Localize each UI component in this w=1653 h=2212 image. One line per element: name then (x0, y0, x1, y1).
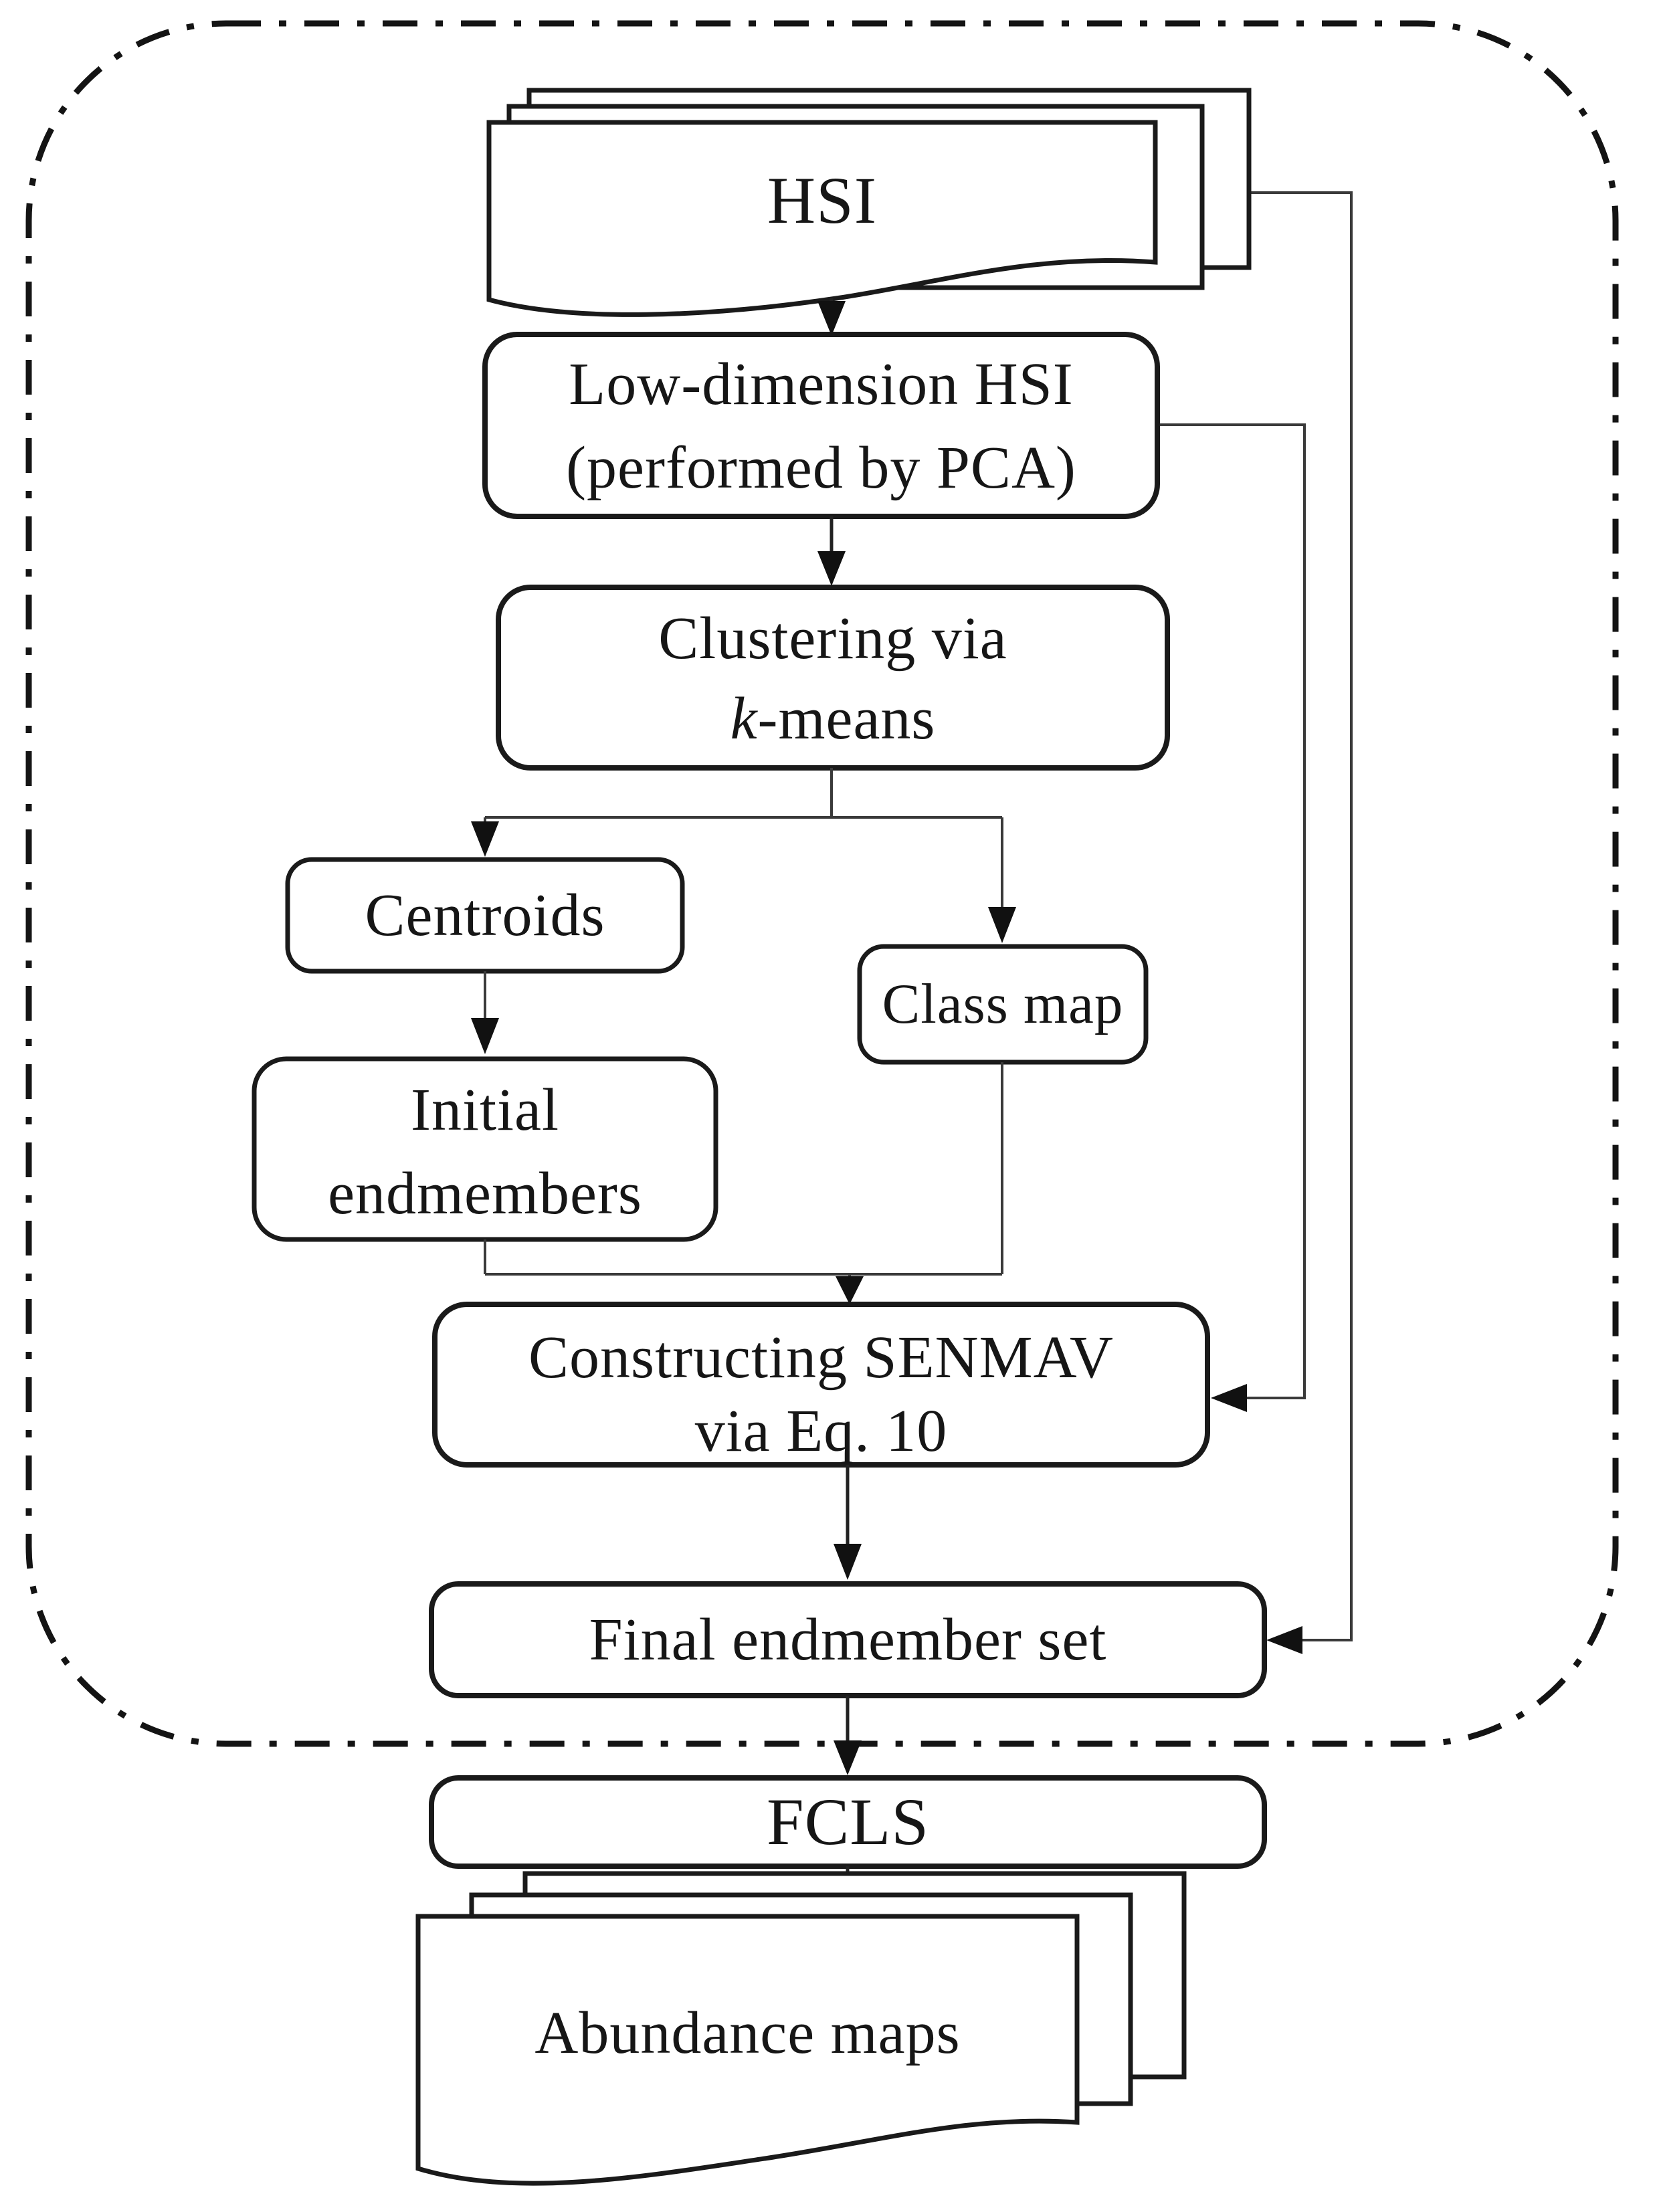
fcls-label: FCLS (766, 1785, 929, 1859)
initial-endmembers-label-line1: Initial (411, 1077, 559, 1143)
arrowhead-fcls-top (834, 1740, 862, 1775)
kmeans-k-italic: k (730, 686, 758, 752)
senmav-label-line2: via Eq. 10 (694, 1398, 948, 1464)
arrowhead-clustering-top (817, 551, 846, 586)
arrowhead-initial-top (471, 1018, 499, 1054)
arrowhead-final-top (834, 1544, 862, 1580)
feedback-line-hsi-to-final (1249, 193, 1351, 1640)
senmav-label-line1: Constructing SENMAV (528, 1324, 1114, 1391)
centroids-label: Centroids (365, 882, 605, 948)
clustering-label-line1: Clustering via (658, 605, 1007, 672)
kmeans-suffix: -means (757, 686, 936, 752)
feedback-line-lowdim-to-senmav (1157, 425, 1304, 1398)
clustering-label-line2 (498, 681, 1167, 757)
arrowhead-lowdim-top (817, 301, 846, 336)
arrowhead-senmav-top (836, 1276, 864, 1304)
class-map-label: Class map (882, 973, 1124, 1035)
arrowhead-into-senmav-right (1211, 1384, 1247, 1412)
final-endmember-set-label: Final endmember set (589, 1606, 1107, 1673)
arrowhead-classmap-top (988, 907, 1016, 943)
arrowhead-into-final-right (1266, 1626, 1302, 1654)
low-dimension-hsi-label-line1: Low-dimension HSI (569, 351, 1074, 417)
abundance-maps-label: Abundance maps (534, 2000, 961, 2066)
hsi-label: HSI (767, 163, 878, 237)
low-dimension-hsi-label-line2: (performed by PCA) (566, 435, 1076, 501)
arrowhead-centroids-top (471, 821, 499, 857)
initial-endmembers-label-line2: endmembers (328, 1161, 642, 1227)
